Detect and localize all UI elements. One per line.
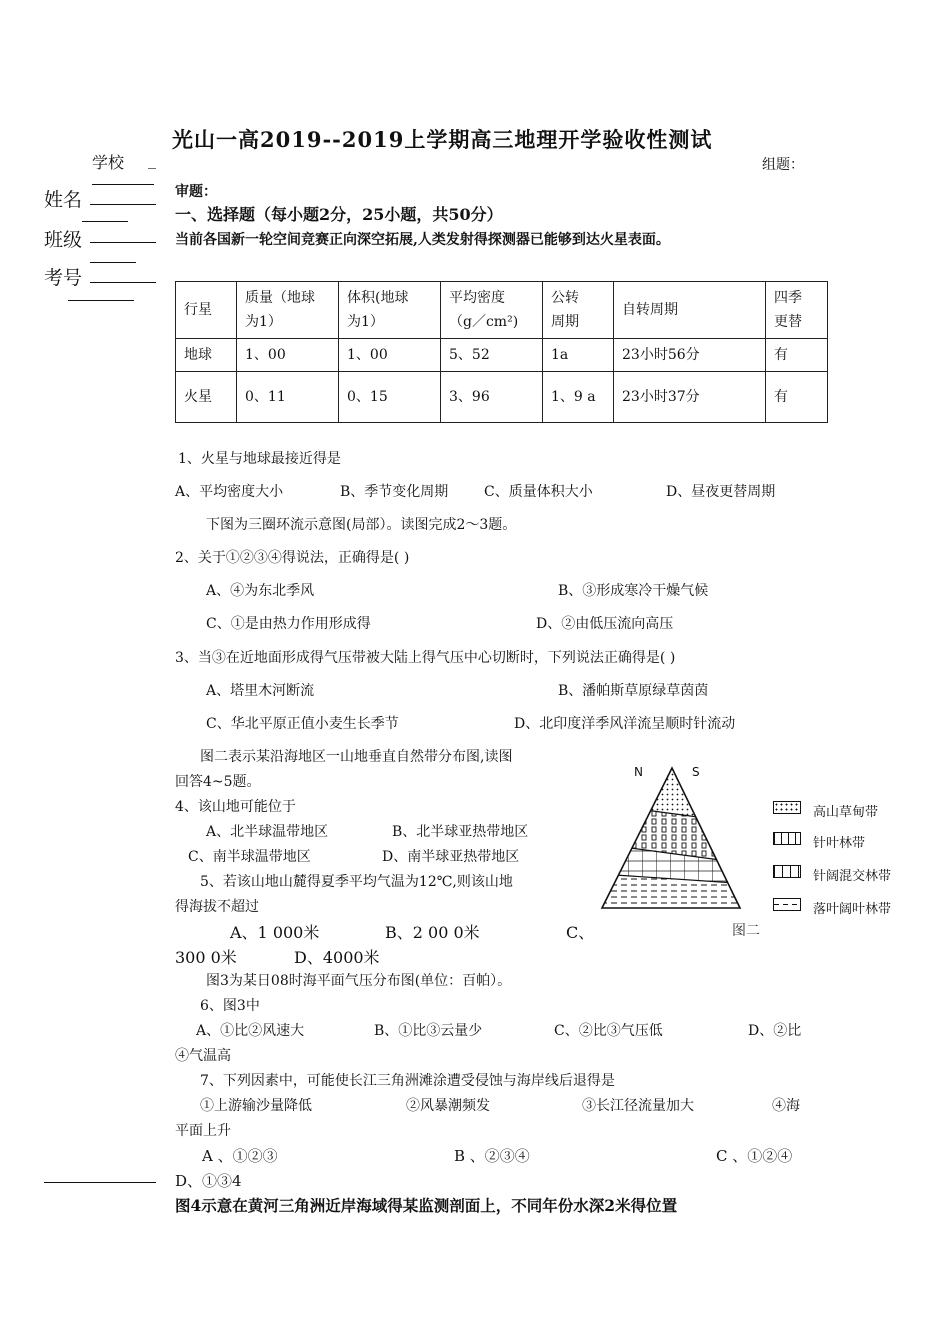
q3-option-d: D、北印度洋季风洋流呈顺时针流动 — [514, 716, 736, 732]
q3-stem: 3、当③在近地面形成得气压带被大陆上得气压中心切断时，下列说法正确得是( ) — [175, 650, 676, 666]
q5-stem-line2: 得海拔不超过 — [175, 899, 259, 915]
planet-table — [175, 281, 828, 423]
header-cell: 平均密度 （g／cm²) — [441, 282, 543, 339]
header-cell: 体积(地球 为1） — [339, 282, 441, 339]
fig2-intro-line1: 图二表示某沿海地区一山地垂直自然带分布图,读图 — [200, 749, 513, 765]
table-row — [176, 372, 828, 423]
table-cell: 有 — [766, 372, 828, 423]
header-cell: 四季 更替 — [766, 282, 828, 339]
name-label: 姓名 — [44, 189, 83, 211]
q6-option-b: B、①比③云量少 — [374, 1023, 483, 1039]
name-underline-1 — [92, 184, 154, 185]
q2-option-d: D、②由低压流向高压 — [536, 616, 674, 632]
table-cell: 3、96 — [441, 372, 543, 423]
q4-option-a: A、北半球温带地区 — [206, 824, 329, 840]
table-cell: 23小时37分 — [614, 372, 766, 423]
q6-option-d: D、②比 — [748, 1023, 802, 1039]
fig3-intro: 图3为某日08时海平面气压分布图(单位：百帕）。 — [206, 973, 512, 989]
class-label: 班级 — [44, 229, 83, 251]
name-underline-2 — [90, 204, 156, 205]
q4-option-b: B、北半球亚热带地区 — [392, 824, 529, 840]
table-cell: 火星 — [176, 372, 237, 423]
table-cell: 0、15 — [339, 372, 441, 423]
legend-label-conifer: 针叶林带 — [813, 836, 866, 851]
fig4-intro: 图4示意在黄河三角洲近岸海域得某监测剖面上，不同年份水深2米得位置 — [175, 1196, 678, 1215]
q7-item-4: ④海 — [772, 1098, 800, 1114]
q3-option-c: C、华北平原正值小麦生长季节 — [206, 716, 399, 732]
header-cell: 公转 周期 — [543, 282, 614, 339]
header-cell: 自转周期 — [614, 282, 766, 339]
north-label: N — [634, 765, 643, 779]
legend-swatch-mixed — [773, 865, 801, 878]
page-title: 光山一高2019--2019上学期高三地理开学验收性测试 — [172, 127, 713, 152]
q1-option-b: B、季节变化周期 — [340, 484, 449, 500]
section-intro: 当前各国新一轮空间竞赛正向深空拓展,人类发射得探测器已能够到达火星表面。 — [175, 232, 670, 248]
figure2-caption: 图二 — [732, 923, 760, 939]
table-row — [176, 339, 828, 372]
q6-option-d-cont: ④气温高 — [175, 1048, 231, 1064]
q2-option-a: A、④为东北季风 — [206, 583, 315, 599]
table-header-row — [176, 282, 828, 339]
q7-item-2: ②风暴潮频发 — [406, 1098, 490, 1114]
q1-option-a: A、平均密度大小 — [175, 484, 284, 500]
table-cell: 1a — [543, 339, 614, 372]
q1-option-d: D、昼夜更替周期 — [666, 484, 776, 500]
south-label: S — [692, 765, 700, 779]
table-cell: 23小时56分 — [614, 339, 766, 372]
header-cell: 行星 — [176, 282, 237, 339]
q1-stem: 1、火星与地球最接近得是 — [178, 451, 341, 467]
class-underline-1 — [90, 242, 156, 243]
legend-label-meadow: 高山草甸带 — [813, 805, 879, 820]
table-cell: 1、00 — [339, 339, 441, 372]
q7-option-c: C 、①②④ — [716, 1147, 793, 1165]
q4-option-c: C、南半球温带地区 — [188, 849, 311, 865]
q7-item-3: ③长江径流量加大 — [582, 1098, 694, 1114]
number-underline-1 — [90, 282, 156, 283]
q7-option-d: D、①③4 — [175, 1172, 242, 1190]
q2-option-c: C、①是由热力作用形成得 — [206, 616, 371, 632]
table-cell: 1、00 — [237, 339, 339, 372]
table-cell: 地球 — [176, 339, 237, 372]
group-label: 组题： — [762, 157, 804, 173]
q7-item-1: ①上游输沙量降低 — [200, 1098, 312, 1114]
q6-option-c: C、②比③气压低 — [554, 1023, 663, 1039]
table-cell: 5、52 — [441, 339, 543, 372]
q1-option-c: C、质量体积大小 — [484, 484, 593, 500]
q5-option-c: C、 — [566, 923, 595, 942]
q5-option-b: B、2 00 0米 — [385, 923, 480, 942]
legend-swatch-deciduous — [773, 898, 801, 911]
q5-option-a: A、1 000米 — [230, 923, 320, 942]
q3-option-b: B、潘帕斯草原绿草茵茵 — [558, 683, 709, 699]
q5-stem-line1: 5、若该山地山麓得夏季平均气温为12℃,则该山地 — [200, 874, 513, 890]
header-cell: 质量（地球 为1） — [237, 282, 339, 339]
section-heading: 一、选择题（每小题2分，25小题，共50分） — [175, 205, 503, 224]
q2-option-b: B、③形成寒冷干燥气候 — [558, 583, 709, 599]
q6-stem: 6、图3中 — [200, 998, 260, 1014]
legend-label-deciduous: 落叶阔叶林带 — [813, 902, 892, 917]
q4-option-d: D、南半球亚热带地区 — [382, 849, 520, 865]
q3-option-a: A、塔里木河断流 — [206, 683, 315, 699]
q6-option-a: A、①比②风速大 — [196, 1023, 305, 1039]
fig1-intro: 下图为三圈环流示意图(局部）。读图完成2～3题。 — [206, 517, 517, 533]
table-cell: 0、11 — [237, 372, 339, 423]
number-label: 考号 — [44, 267, 83, 289]
name-underline-3 — [82, 221, 128, 222]
q7-item-4-cont: 平面上升 — [175, 1123, 231, 1139]
school-suffix: _ — [148, 150, 156, 169]
school-label: 学校 — [92, 153, 125, 172]
q5-option-d: D、4000米 — [294, 948, 380, 967]
q4-stem: 4、该山地可能位于 — [175, 799, 296, 815]
legend-swatch-conifer — [773, 832, 801, 845]
number-underline-2 — [68, 300, 134, 301]
bottom-underline — [44, 1182, 156, 1183]
fig2-intro-line2: 回答4~5题。 — [175, 774, 261, 790]
class-underline-2 — [90, 262, 136, 263]
review-label: 审题： — [175, 184, 217, 200]
table-cell: 有 — [766, 339, 828, 372]
legend-swatch-meadow — [773, 801, 801, 814]
q7-stem: 7、下列因素中，可能使长江三角洲滩涂遭受侵蚀与海岸线后退得是 — [200, 1073, 615, 1089]
q2-stem: 2、关于①②③④得说法，正确得是( ) — [175, 550, 410, 566]
legend-label-mixed: 针阔混交林带 — [813, 869, 892, 884]
q5-option-c-cont: 300 0米 — [175, 948, 237, 967]
table-cell: 1、9 a — [543, 372, 614, 423]
q7-option-b: B 、②③④ — [454, 1147, 530, 1165]
q7-option-a: A 、①②③ — [202, 1147, 278, 1165]
